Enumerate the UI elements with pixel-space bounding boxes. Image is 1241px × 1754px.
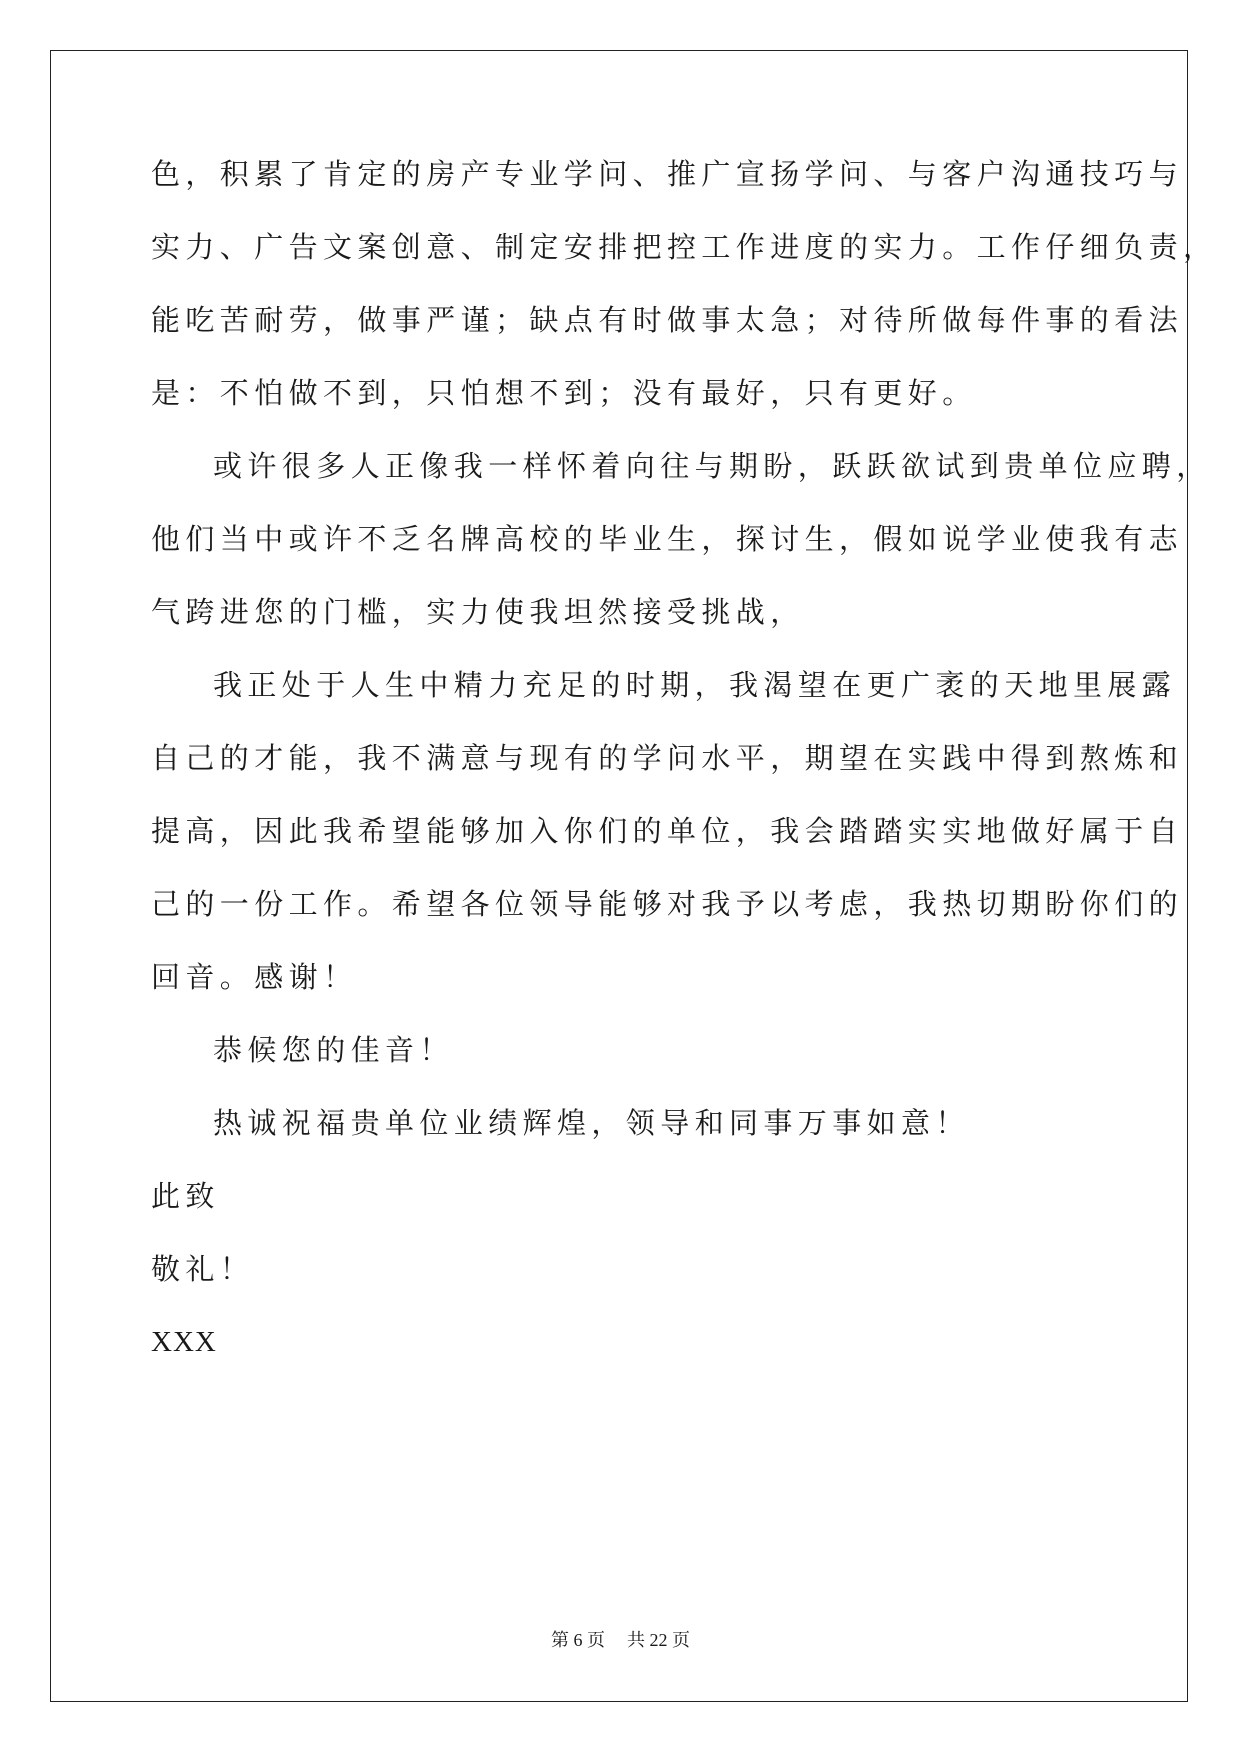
closing-line-2: 热诚祝福贵单位业绩辉煌，领导和同事万事如意！ — [213, 1106, 970, 1140]
closing-line-1: 恭候您的佳音！ — [213, 1033, 454, 1067]
signature-name: XXX — [151, 1326, 217, 1358]
paragraph-line-1: 色，积累了肯定的房产专业学问、推广宣扬学问、与客户沟通技巧与 — [151, 157, 1184, 191]
paragraph-line-12: 回音。感谢！ — [151, 960, 358, 994]
paragraph-line-4: 是：不怕做不到，只怕想不到；没有最好，只有更好。 — [151, 376, 977, 410]
paragraph-line-10: 提高，因此我希望能够加入你们的单位，我会踏踏实实地做好属于自 — [151, 814, 1184, 848]
paragraph-line-7: 气跨进您的门槛，实力使我坦然接受挑战， — [151, 595, 805, 629]
paragraph-line-8: 我正处于人生中精力充足的时期，我渴望在更广袤的天地里展露 — [213, 668, 1177, 702]
paragraph-line-3: 能吃苦耐劳，做事严谨；缺点有时做事太急；对待所做每件事的看法 — [151, 303, 1184, 337]
salutation: 此致 — [151, 1179, 220, 1213]
page-footer — [0, 1628, 1241, 1653]
page-number: 第 6 页 — [551, 1630, 605, 1650]
paragraph-line-11: 己的一份工作。希望各位领导能够对我予以考虑，我热切期盼你们的 — [151, 887, 1184, 921]
paragraph-line-9: 自己的才能，我不满意与现有的学问水平，期望在实践中得到熬炼和 — [151, 741, 1184, 775]
paragraph-line-6: 他们当中或许不乏名牌高校的毕业生，探讨生，假如说学业使我有志 — [151, 522, 1184, 556]
paragraph-line-2: 实力、广告文案创意、制定安排把控工作进度的实力。工作仔细负责， — [151, 230, 1218, 264]
regards: 敬礼！ — [151, 1252, 255, 1286]
page-total: 共 22 页 — [627, 1630, 690, 1650]
page-border — [50, 50, 1188, 1702]
paragraph-line-5: 或许很多人正像我一样怀着向往与期盼，跃跃欲试到贵单位应聘， — [213, 449, 1211, 483]
